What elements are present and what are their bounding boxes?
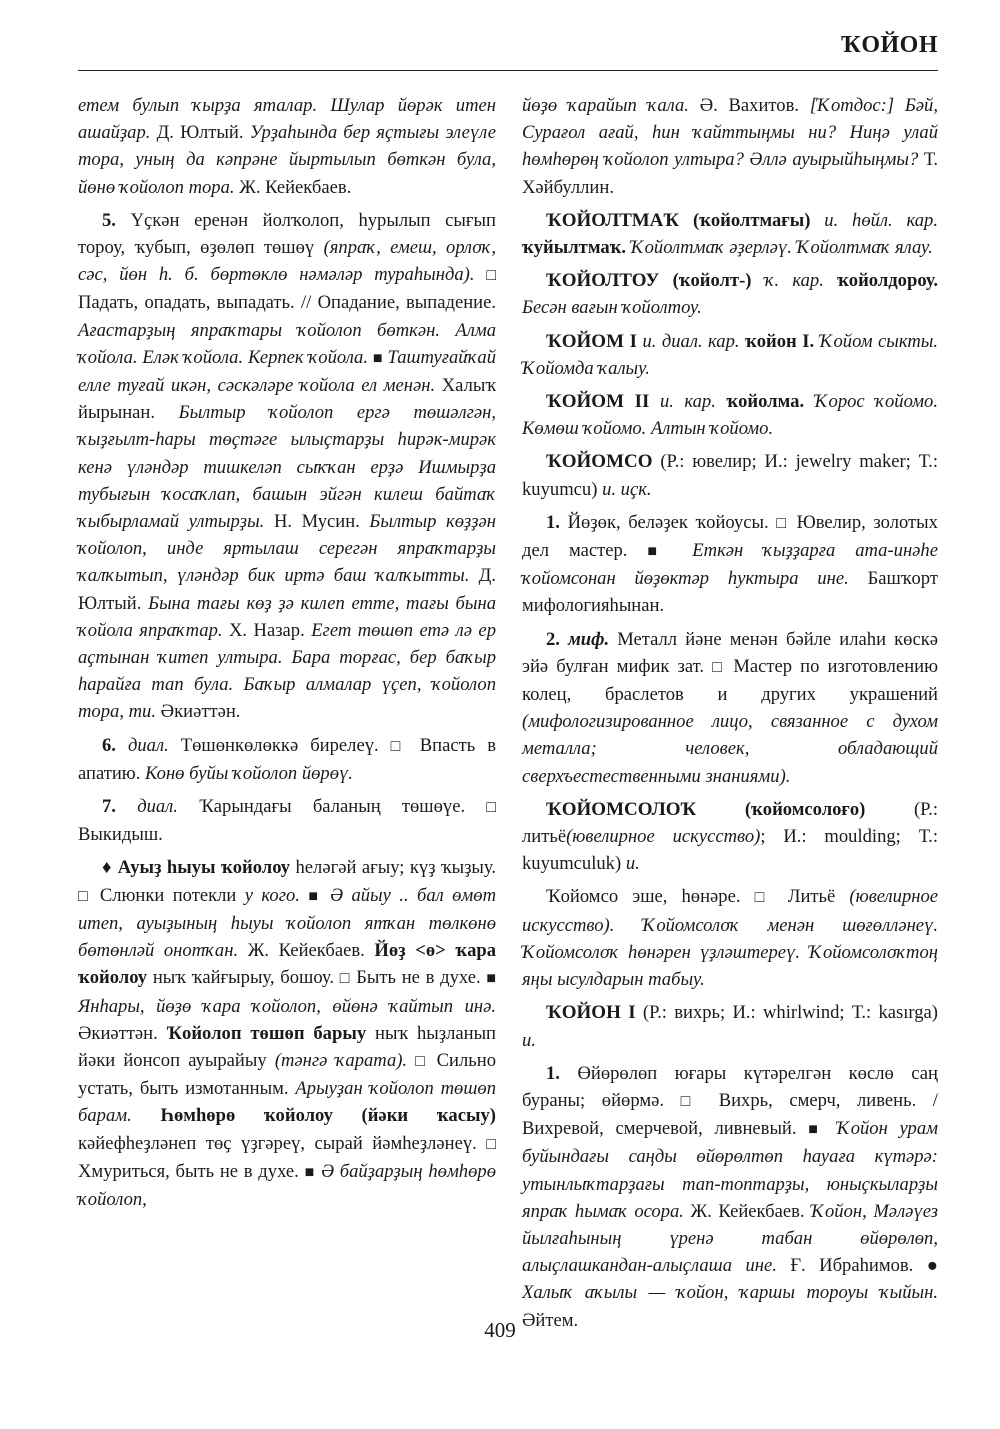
example-text: Халыҡ аҡылы — ҡойон, ҡаршы тороуы ҡыйын. <box>522 1282 938 1304</box>
filled-square-icon: ■ <box>808 1121 826 1139</box>
translation: Слюнки потекли <box>99 884 237 906</box>
translation: Мастер по изготовлению колец, браслетов и других украшений <box>522 655 939 706</box>
example-text: Ҡойомсолоҡ менән шөғөлләнеү. Ҡойомсолоҡ һөнәрен үҙләштереү. Ҡойомсолоҡтоң яңы ысулдарын табыу. <box>522 914 938 991</box>
example-text: Арыуҙан ҡойолоп төшөп барам. <box>78 1078 496 1127</box>
entry-koyomsolok <box>522 796 938 878</box>
citation: Ж. Кейекбаев. <box>247 940 365 962</box>
translation: Быть не в духе. <box>356 967 481 989</box>
cross-reference: ҡойолдороу. <box>837 270 938 292</box>
idiom: Һөмһөрө ҡойолоу (йәки ҡасыу) <box>160 1105 496 1127</box>
citation: Әкиәттән. <box>160 701 241 723</box>
citation: Н. Мусин. <box>273 511 360 533</box>
usage-note: (ювелирное искусство) <box>566 826 761 848</box>
citation: Ә. Вахитов. <box>699 95 800 116</box>
entry-koyom-2 <box>522 388 938 442</box>
definition: Өйөрөлөп юғары күтәрелгән көслө саң бураны; өйөрмә. <box>522 1062 938 1111</box>
grammar-label: и. диал. кар. <box>642 330 740 352</box>
right-column <box>522 92 938 1340</box>
square-icon: □ <box>339 970 351 988</box>
square-icon: □ <box>486 267 496 285</box>
sense-number: 5. <box>102 209 116 231</box>
page-number: 409 <box>484 1318 516 1342</box>
translation: Падать, опадать, выпадать. // Опадание, выпадение. <box>78 292 496 314</box>
square-icon: □ <box>390 737 408 755</box>
example-text: Бесән вағын ҡойолтоу. <box>522 297 702 319</box>
citation: Д. Юлтый. <box>78 565 496 614</box>
sense-number: 1. <box>546 511 560 533</box>
usage-note: (мифологизированное лицо, связанное с духом металла; человек, обладающий сверхъестественными знаниями). <box>522 711 938 787</box>
definition: Төшөнкөлөккә бирелеү. <box>180 734 379 756</box>
idiom: Йөҙ <ө> ҡара ҡойолоу <box>78 940 496 989</box>
usage-label: диал. <box>137 796 178 818</box>
example-text: Таштуғайҡай елле туғай икән, сәскәләре ҡойола ел менән. <box>78 346 496 397</box>
headword: ҠОЙОМСОЛОҠ <box>546 798 697 820</box>
citation: Башҡорт мифологияһынан. <box>522 568 938 617</box>
definition: ныҡ ҡайғырыу, бошоу. <box>152 967 334 989</box>
sense-5 <box>78 207 496 726</box>
definition: ныҡ һыҙланып йәки йонсоп ауырайыу <box>78 1022 497 1071</box>
headword: ҠОЙОМСО <box>546 451 653 473</box>
example-text: Ағастарҙың япраҡтары ҡойолоп бөткән. Алма ҡойола. Еләк ҡойола. Керпек ҡойола. <box>78 319 496 368</box>
sense-number: 6. <box>102 734 116 756</box>
translation: Впасть в апатию. <box>78 734 496 784</box>
example-text: Ә айыу .. бал өмөт итеп, ауыҙының һыуы ҡойолоп ятҡан төлкөнө бөтөнләй онотҡан. <box>78 884 497 962</box>
sense-number: 2. <box>546 628 560 650</box>
cross-reference: ҡуйылтмаҡ. <box>522 237 627 259</box>
usage-note: у кого. <box>244 884 300 906</box>
filled-square-icon: ■ <box>647 543 673 561</box>
filled-square-icon: ■ <box>304 1163 316 1181</box>
sense-7 <box>78 793 496 848</box>
bullet-icon: ● <box>926 1255 938 1277</box>
example-text: Ҡойон урам буйындағы саңды өйөрөлтөп һауаға күтәрә: утынлыҡтарҙағы тап-топтарҙы, юныҫкыларҙы япраҡ һымаҡ осора. <box>522 1118 939 1222</box>
translation: Литьё <box>787 886 836 908</box>
headword: ҠОЙОН I <box>546 1002 636 1024</box>
usage-label: миф. <box>568 628 610 650</box>
phraseology-block <box>78 854 496 1213</box>
grammar-label: и. <box>625 853 640 875</box>
equivalents: ; И.: moulding; Т.: kuyumculuk) <box>522 826 938 875</box>
headword-form: (ҡойолт-) <box>672 270 752 292</box>
definition: Үҫкән еренән йолҡолоп, һурылып сығып тороу, ҡубып, өҙөлөп төшөү <box>78 209 496 259</box>
headword-form: (ҡойолтмағы) <box>692 209 811 231</box>
equivalents: (Р.: литьё <box>522 798 938 848</box>
filled-square-icon: ■ <box>308 887 322 905</box>
citation: Халыҡ йырынан. <box>78 375 496 424</box>
usage-note: (тәнгә ҡарата). <box>274 1049 408 1071</box>
headword: ҠОЙОЛТМАҠ <box>546 209 680 231</box>
translation: Хмуриться, быть не в духе. <box>78 1160 299 1182</box>
translation: Ювелир, золотых дел мастер. <box>522 511 938 562</box>
example-text: [Ҡотдос:] Бәй, Сурағол ағай, һин ҡайттыңмы ни? Ниңә улай һөмһөрөң ҡойолоп ултыра? Әллә ауырыйһыңмы? <box>522 95 938 171</box>
citation: Ж. Кейекбаев. <box>690 1200 805 1222</box>
sense-number: 7. <box>102 796 116 818</box>
example-text: етем булып ҡырҙа яталар. Шулар йөрәк итен ашайҙар. <box>78 95 496 144</box>
grammar-label: и. кар. <box>659 391 716 413</box>
page-header <box>78 30 938 71</box>
square-icon: □ <box>680 1092 703 1110</box>
equivalents: (Р.: ювелир; И.: jewelry maker; Т.: kuyumcu) <box>522 451 938 500</box>
citation: Д. Юлтый. <box>156 122 244 144</box>
entry-paragraph <box>78 92 496 201</box>
entry-koyom-1 <box>522 328 938 382</box>
citation: Әкиәттән. <box>78 1022 158 1044</box>
usage-note: (ювелирное искусство). <box>522 886 939 936</box>
usage-label: диал. <box>127 734 169 756</box>
example-text: Ә байҙарҙың һөмһөрө ҡойолоп, <box>78 1160 496 1210</box>
filled-square-icon: ■ <box>372 349 383 367</box>
example-text: Ҡойом сыкты. Ҡойомда ҡалыу. <box>522 330 938 379</box>
example-text: Бына тағы көҙ ҙә килеп етте, тағы бына ҡойола япраҡтар. <box>78 592 496 641</box>
headword-form: (ҡойомсолоғо) <box>744 798 866 820</box>
example-text: Егет төшөп етә лә ер аҫтынан ҡитеп ултыра. Бара торғас, бер баҡыр һарайға тап була. Баҡыр алмалар үҫеп, ҡойолоп тора, ти. <box>78 619 496 723</box>
grammar-label: и. <box>522 1029 536 1051</box>
diamond-icon: ♦ <box>102 857 113 879</box>
example-text: Былтыр көҙҙән ҡойолоп, инде яртылаш серегән япраҡтарҙы ҡалҡытып, үләндәр бик иртә баш ҡалҡытты. <box>78 511 496 587</box>
square-icon: □ <box>415 1052 429 1070</box>
example-text: йөҙө ҡарайып ҡала. <box>522 95 689 116</box>
example-text: Ҡорос ҡойомо. Көмөш ҡойомо. Алтын ҡойомо. <box>522 391 938 440</box>
definition: һеләгәй ағыу; күҙ ҡыҙыу. <box>295 857 496 879</box>
left-column <box>78 92 496 1219</box>
example-text: Конө буйы ҡойолоп йөрөү. <box>145 762 353 784</box>
definition: Ҡарындағы баланың төшөүе. <box>199 796 466 818</box>
sense-1 <box>522 509 938 620</box>
cross-reference: ҡойолма. <box>726 391 805 413</box>
citation: Ғ. Ибраһимов. <box>790 1255 914 1277</box>
headword: ҠОЙОМ II <box>546 391 650 413</box>
sense-6 <box>78 732 496 787</box>
grammar-label: и. һөйл. кар. <box>824 209 938 231</box>
entry-paragraph <box>522 92 938 201</box>
translation: Сильно устать, быть измотанным. <box>78 1049 497 1100</box>
citation: Әйтем. <box>522 1309 579 1331</box>
square-icon: □ <box>486 1135 496 1153</box>
example-text: Янһары, йөҙө ҡара ҡойолоп, өйөнә ҡайтып инә. <box>78 995 496 1017</box>
sense-number: 1. <box>546 1062 560 1084</box>
square-icon: □ <box>776 514 789 532</box>
headword: ҠОЙОЛТОУ <box>546 270 660 292</box>
citation: Ж. Кейекбаев. <box>239 176 352 198</box>
idiom: Ауыҙ һыуы ҡойолоу <box>117 857 291 879</box>
filled-square-icon: ■ <box>486 970 497 988</box>
example-text: Еткән ҡыҙҙарға ата-инәһе ҡойомсонан йөҙөктәр һуктыра ине. <box>522 540 938 590</box>
usage-note: (япраҡ, емеш, орлоҡ, сәс, йөн һ. б. бөртөклө нәмәләр тураһында). <box>78 237 496 286</box>
cross-reference: ҡойон I. <box>745 330 815 352</box>
running-head: ҠОЙОН <box>840 32 938 58</box>
square-icon: □ <box>486 799 497 817</box>
citation: Т. Хәйбуллин. <box>522 149 938 198</box>
entry-koyon-1 <box>522 999 938 1053</box>
equivalents: (Р.: вихрь; И.: whirlwind; Т.: kasırga) <box>642 1002 938 1024</box>
entry-koyomso <box>522 448 938 502</box>
headword: ҠОЙОМ I <box>546 330 637 352</box>
definition: Йөҙөк, беләҙек ҡойоусы. <box>567 511 769 533</box>
sense-definition <box>522 883 938 993</box>
definition: Металл йәне менән бәйле илаһи көскә эйә булған мифик зат. <box>522 628 938 677</box>
square-icon: □ <box>78 887 92 905</box>
example-text: Урҙаһында бер яҫтығы элеүле тора, уның да кәпрәне йыртылып бөткән була, йөнө ҡойолоп тора. <box>78 122 496 198</box>
grammar-label: ҡ. кар. <box>764 270 824 292</box>
translation: Выкидыш. <box>78 824 163 846</box>
sense-1 <box>522 1060 938 1334</box>
idiom: Ҡойолоп төшөп барыу <box>166 1022 367 1044</box>
example-text: Ҡойон, Мәләүез йылғаһының үренә табан өйөрөлөп, алыҫлашкандан-алыҫлаша ине. <box>522 1200 938 1277</box>
sense-2 <box>522 626 938 790</box>
definition: Ҡойомсо эше, һөнәре. <box>546 886 741 908</box>
square-icon: □ <box>754 889 774 907</box>
square-icon: □ <box>712 658 726 676</box>
translation: Вихрь, смерч, ливень. / Вихревой, смерчевой, ливневый. <box>522 1089 938 1140</box>
example-text: Былтыр ҡойолоп ергә төшәлгән, ҡыҙғылт-һары төҫтәге ылыҫтарҙы һирәк-мирәк кенә үләндәр тишкеләп сыҡҡан ерҙә Ишмырҙа тубығын ҡосаҡлап, башын эйгән килеш байтаҡ ҡыбырламай ултырҙы. <box>78 402 496 533</box>
example-text: Ҡойолтмаҡ әҙерләү. Ҡойолтмаҡ ялау. <box>630 237 933 259</box>
entry-koyoltmak <box>522 207 938 261</box>
citation: Х. Назар. <box>229 619 305 641</box>
entry-koyoltou <box>522 267 938 321</box>
definition: кәйефһеҙләнеп төҫ үҙгәреү, сырай йәмһеҙләнеү. <box>78 1132 477 1154</box>
grammar-label: и. иҫк. <box>602 478 652 500</box>
